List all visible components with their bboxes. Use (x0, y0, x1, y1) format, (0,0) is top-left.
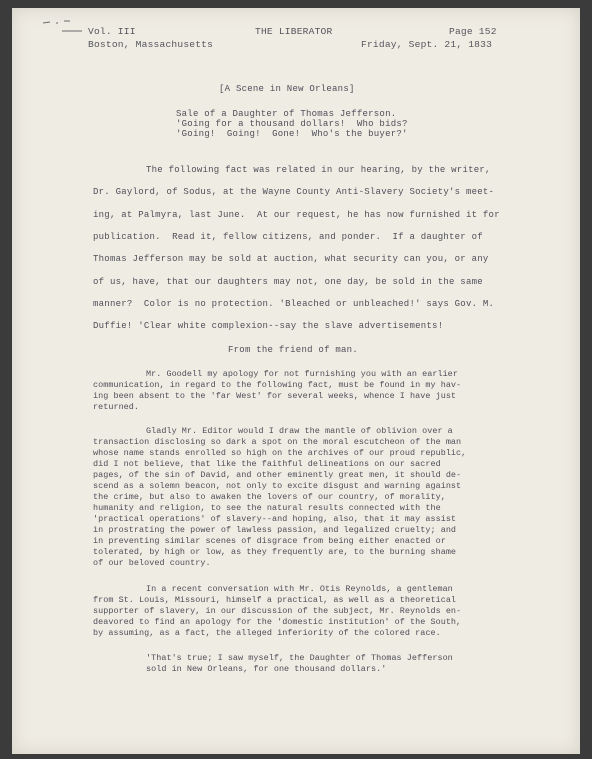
body-line: did I not believe, that like the faithful delineations on our sacred (93, 459, 441, 469)
body-line: 'That's true; I saw myself, the Daughter of Thomas Jefferson (146, 653, 453, 663)
intro-line: publication. Read it, fellow citizens, and ponder. If a daughter of (93, 232, 483, 242)
body-line: transaction disclosing so dark a spot on the moral escutcheon of the man (93, 437, 462, 447)
body-line: from St. Louis, Missouri, himself a practical, as well as a theoretical (93, 595, 457, 605)
body-line: sold in New Orleans, for one thousand dollars.' (146, 664, 387, 674)
intro-line: manner? Color is no protection. 'Bleached or unbleached!' says Gov. M. (93, 299, 495, 309)
body-line: tolerated, by high or low, as they frequently are, to the burning shame (93, 547, 457, 557)
body-line: Mr. Goodell my apology for not furnishing you with an earlier (146, 369, 458, 379)
source-line: From the friend of man. (228, 345, 358, 355)
body-line: communication, in regard to the following fact, must be found in my hav- (93, 380, 462, 390)
volume-label: Vol. III (88, 26, 136, 37)
intro-line: ing, at Palmyra, last June. At our request, he has now furnished it for (93, 210, 500, 220)
body-line: of our beloved country. (93, 558, 211, 568)
article-headline: [A Scene in New Orleans] (219, 84, 355, 94)
body-line: pages, of the sin of David, and other eminently great men, it should de- (93, 470, 462, 480)
intro-line: The following fact was related in our hearing, by the writer, (146, 165, 491, 175)
body-line: supporter of slavery, in our discussion of the subject, Mr. Reynolds en- (93, 606, 462, 616)
intro-line: Duffie! 'Clear white complexion--say the slave advertisements! (93, 321, 444, 331)
body-line: whose name stands enrolled so high on the archives of our proud republic, (93, 448, 467, 458)
date-label: Friday, Sept. 21, 1833 (361, 39, 493, 50)
body-line: in preventing similar scenes of disgrace from being either enacted or (93, 536, 446, 546)
body-line: 'practical operations' of slavery--and hoping, also, that it may assist (93, 514, 457, 524)
body-line: ing been absent to the 'far West' for several weeks, whence I have just (93, 391, 457, 401)
place-label: Boston, Massachusetts (88, 39, 214, 50)
body-line: by assuming, as a fact, the alleged inferiority of the colored race. (93, 628, 441, 638)
subhead-line: Sale of a Daughter of Thomas Jefferson. (176, 109, 397, 119)
body-line: scend as a solemn beacon, not only to excite disgust and warning against (93, 481, 462, 491)
intro-line: Dr. Gaylord, of Sodus, at the Wayne County Anti-Slavery Society's meet- (93, 187, 495, 197)
body-line: In a recent conversation with Mr. Otis Reynolds, a gentleman (146, 584, 453, 594)
body-line: humanity and religion, to see the natural results connected with the (93, 503, 441, 513)
subhead-line: 'Going! Going! Gone! Who's the buyer?' (176, 129, 408, 139)
intro-line: of us, have, that our daughters may not, one day, be sold in the same (93, 277, 483, 287)
intro-line: Thomas Jefferson may be sold at auction, what security can you, or any (93, 254, 489, 264)
pencil-marks (42, 19, 88, 33)
body-line: returned. (93, 402, 140, 412)
body-line: the crime, but also to awaken the lovers of our country, of morality, (93, 492, 446, 502)
newspaper-title: THE LIBERATOR (255, 26, 333, 37)
body-line: deavored to find an apology for the 'domestic institution' of the South, (93, 617, 462, 627)
body-line: in prostrating the power of lawless passion, and legalized cruelty; and (93, 525, 457, 535)
body-line: Gladly Mr. Editor would I draw the mantle of oblivion over a (146, 426, 453, 436)
subhead-line: 'Going for a thousand dollars! Who bids? (176, 119, 408, 129)
page-number: Page 152 (449, 26, 497, 37)
